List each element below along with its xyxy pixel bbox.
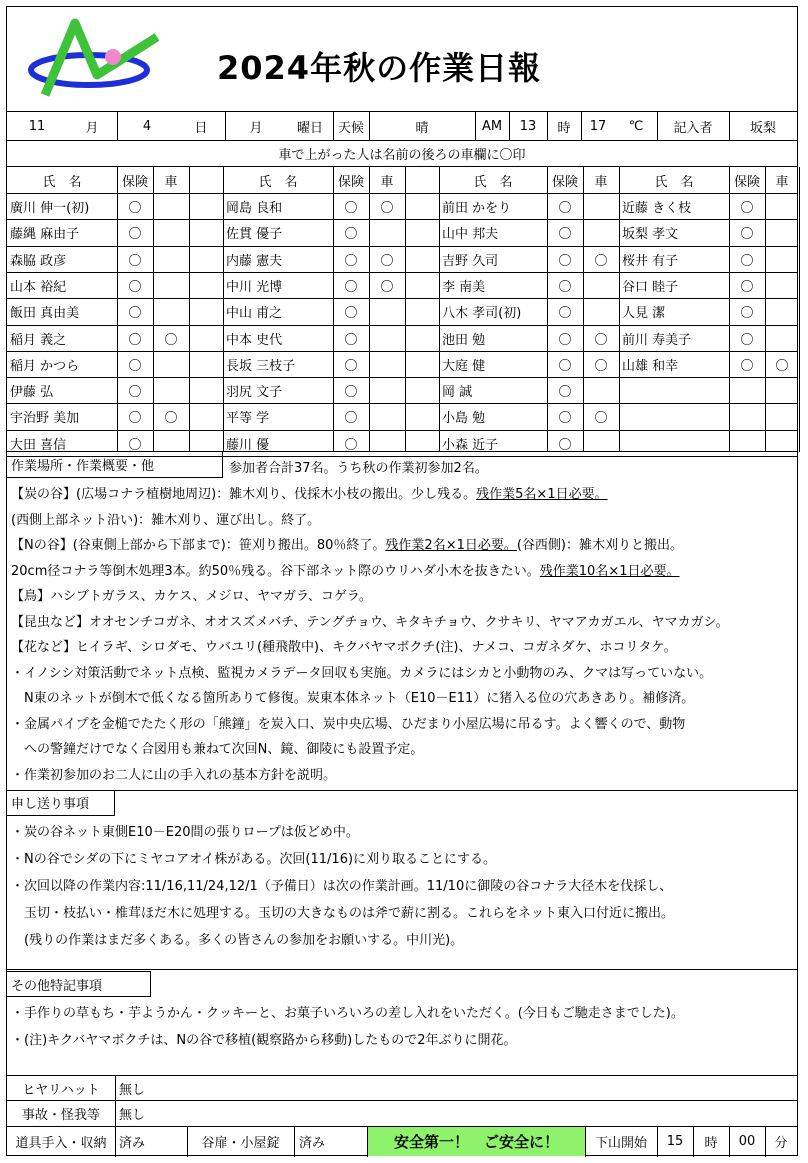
roster-name: 廣川 伸一(初) [10,200,90,216]
roster-car-mark [583,193,619,219]
roster-name: 稲月 かつら [10,358,80,374]
work-line-text: 【昆虫など】オオセンチコガネ、オオスズメバチ、テングチョウ、キタキチョウ、クサキリ、ヤマアカガエル、ヤマカガシ。 [11,614,729,630]
roster-car-mark: 〇 [594,358,608,374]
hiyari-label: ヒヤリハット [22,1082,100,1098]
roster-header-car: 車 [594,174,608,190]
roster-name: 人見 潔 [622,305,666,321]
roster-car-mark [369,403,405,429]
roster-name [622,377,729,403]
roster-car-mark [153,246,189,272]
roster-name: 小森 近子 [442,437,499,453]
roster-insurance-mark: 〇 [558,279,572,295]
roster-insurance-mark [729,377,765,403]
report-sheet [6,6,798,1156]
roster-insurance-mark: 〇 [558,410,572,426]
roster-header-insurance: 保険 [551,174,578,190]
roster-car-mark: 〇 [164,332,178,348]
weekday-value: 月 [249,120,263,136]
roster-car-mark [583,219,619,245]
work-line [11,483,608,502]
other-label: その他特記事項 [7,971,151,997]
roster-insurance-mark: 〇 [740,226,754,242]
roster-insurance-mark: 〇 [344,200,358,216]
roster-name: 小島 勉 [442,410,486,426]
roster-insurance-mark: 〇 [740,332,754,348]
roster-car-mark [765,325,799,351]
temp-value: 17 [589,118,607,134]
roster-header-insurance: 保険 [337,174,364,190]
roster-name: 中山 甫之 [226,305,283,321]
roster-name: 羽尻 文子 [226,384,283,400]
roster-car-mark [765,403,799,429]
roster-name: 中本 史代 [226,332,283,348]
weekday-label: 曜日 [296,120,323,136]
handover-line: ・炭の谷ネット東側E10－E20間の張りロープは仮どめ中。 [11,825,359,840]
roster-insurance-mark: 〇 [344,226,358,242]
roster-name: 長坂 三枝子 [226,358,296,374]
roster-name: 八木 孝司(初) [442,305,522,321]
roster-name: 中川 光博 [226,279,283,295]
roster-insurance-mark: 〇 [558,437,572,453]
roster-insurance-mark: 〇 [128,279,142,295]
roster-car-mark [765,193,799,219]
work-line-text: 【炭の谷】(広場コナラ植樹地周辺)：雑木刈り、伐採木小枝の搬出。少し残る。 [11,487,477,502]
roster-car-mark [153,272,189,298]
work-line [11,738,423,757]
roster-insurance-mark: 〇 [344,332,358,348]
day-label: 日 [194,120,208,136]
roster-car-mark [153,193,189,219]
recorder-value: 坂梨 [749,120,776,136]
page-title: 2024年秋の作業日報 [217,49,542,87]
roster-insurance-mark: 〇 [558,226,572,242]
roster-header-name: 氏 名 [258,174,298,190]
roster-car-mark [153,298,189,324]
descent-label: 下山開始 [594,1136,647,1151]
work-line [11,585,372,604]
roster-insurance-mark: 〇 [344,358,358,374]
work-line-text: 20cm径コナラ等倒木処理3本。約50％残る。谷下部ネット際のウリハダ小木を抜きたい。 [11,563,540,579]
roster-car-mark [369,351,405,377]
roster-name: 伊藤 弘 [10,384,54,400]
hour-unit: 時 [704,1136,718,1151]
work-line-underlined: 残作業5名×1日必要。 [476,487,608,502]
safety-banner: 安全第一！ ご安全に！ [368,1127,585,1156]
tools-label: 道具手入・収納 [15,1136,107,1151]
roster-insurance-mark: 〇 [740,305,754,321]
roster-insurance-mark: 〇 [740,358,754,374]
roster-name: 宇治野 美加 [10,410,80,426]
roster-name: 山雄 和幸 [622,358,679,374]
roster-car-mark: 〇 [380,200,394,216]
roster-insurance-mark: 〇 [128,384,142,400]
work-line-text: ・イノシシ対策活動でネット点検、監視カメラデータ回収も実施。カメラにはシカと小動物のみ、クマは写っていない。 [11,665,713,681]
roster-name: 飯田 真由美 [10,305,80,321]
roster-name: 大田 喜信 [10,437,67,453]
gate-label: 谷扉・小屋錠 [201,1136,280,1151]
descent-minute: 00 [738,1134,756,1149]
hour-value: 13 [519,118,537,134]
roster-name: 前田 かをり [442,200,512,216]
hiyari-value: 無し [119,1082,146,1098]
roster-name: 岡 誠 [442,384,473,400]
roster-name: 李 南美 [442,279,486,295]
roster-car-mark [583,430,619,456]
roster-car-mark [153,377,189,403]
roster-insurance-mark: 〇 [740,200,754,216]
roster-car-mark [583,272,619,298]
handover-line: (残りの作業はまだ多くある。多くの皆さんの参加をお願いする。中川光)。 [11,933,464,948]
accident-value: 無し [119,1108,146,1123]
roster-car-mark [369,377,405,403]
roster-header-car: 車 [164,174,178,190]
roster-car-mark [765,219,799,245]
roster-name: 藤縄 麻由子 [10,226,80,242]
roster-car-mark [153,351,189,377]
roster-insurance-mark: 〇 [558,200,572,216]
roster-insurance-mark: 〇 [128,410,142,426]
work-line [11,509,320,528]
roster-insurance-mark [729,403,765,429]
hour-label: 時 [557,120,571,136]
roster-car-mark [369,298,405,324]
roster-car-mark [765,272,799,298]
roster-header-name: 氏 名 [473,174,513,190]
roster-car-mark: 〇 [380,253,394,269]
roster-insurance-mark: 〇 [344,253,358,269]
roster-insurance-mark: 〇 [344,279,358,295]
roster-name: 前川 寿美子 [622,332,692,348]
roster-name [622,430,729,456]
work-line [11,636,677,655]
weather-label: 天候 [337,120,364,136]
roster-insurance-mark: 〇 [128,358,142,374]
roster-name: 吉野 久司 [442,253,499,269]
roster-insurance-mark: 〇 [558,305,572,321]
descent-hour: 15 [666,1134,684,1149]
roster-insurance-mark: 〇 [740,279,754,295]
work-line-text: (谷西側)：雑木刈りと搬出。 [516,538,684,553]
roster-car-mark: 〇 [775,358,789,374]
roster-insurance-mark: 〇 [344,437,358,453]
roster-insurance-mark: 〇 [740,253,754,269]
work-line-text: 【Nの谷】(谷東側上部から下部まで)：笹刈り搬出。80％終了。 [11,538,386,553]
work-line-text: 【鳥】ハシブトガラス、カケス、メジロ、ヤマガラ、コゲラ。 [11,589,372,604]
work-line [11,534,683,553]
roster-insurance-mark: 〇 [128,332,142,348]
roster-name: 近藤 きく枝 [622,200,692,216]
minute-unit: 分 [774,1136,788,1151]
roster-car-mark [153,219,189,245]
work-line [11,560,680,579]
day-value: 4 [142,118,152,134]
roster-car-mark: 〇 [380,279,394,295]
work-line-underlined: 残作業10名×1日必要。 [539,563,680,579]
work-line-underlined: 残作業2名×1日必要。 [385,538,517,553]
accident-label: 事故・怪我等 [21,1108,100,1123]
recorder-label: 記入者 [673,120,713,136]
work-line-text: ・作業初参加のお二人に山の手入れの基本方針を説明。 [11,767,337,783]
ampm-value: AM [481,118,503,134]
roster-car-mark [583,298,619,324]
car-note: 車で上がった人は名前の後ろの車欄に〇印 [278,148,526,163]
other-line: ・(注)キクバヤマボクチは、Nの谷で移植(観察路から移動)したもので2年ぶりに開花。 [11,1033,517,1048]
other-line: ・手作りの草もち・芋ようかん・クッキーと、お菓子いろいろの差し入れをいただく。(今日もご馳走さまでした)。 [11,1006,684,1021]
roster-car-mark: 〇 [164,410,178,426]
roster-car-mark [765,430,799,456]
roster-car-mark [765,246,799,272]
roster-insurance-mark: 〇 [344,410,358,426]
roster-car-mark: 〇 [594,410,608,426]
roster-header-insurance: 保険 [121,174,148,190]
roster-name: 佐貫 優子 [226,226,283,242]
roster-name: 森脇 政彦 [10,253,67,269]
roster-car-mark [583,377,619,403]
roster-header-car: 車 [380,174,394,190]
roster-car-mark: 〇 [594,332,608,348]
roster-insurance-mark: 〇 [558,384,572,400]
roster-name: 谷口 睦子 [622,279,679,295]
handover-line: ・Nの谷でシダの下にミヤコアオイ株がある。次回(11/16)に刈り取ることにする。 [11,852,497,867]
roster-insurance-mark: 〇 [558,332,572,348]
roster-insurance-mark: 〇 [344,305,358,321]
roster-name: 坂梨 孝文 [622,226,679,242]
weather-value: 晴 [415,120,429,136]
roster-insurance-mark: 〇 [344,384,358,400]
work-label: 作業場所・作業概要・他 [7,451,223,478]
roster-name: 山中 邦夫 [442,226,499,242]
work-line-text: (西側上部ネット沿い)：雑木刈り、運び出し。終了。 [11,512,321,528]
roster-name: 稲月 義之 [10,332,67,348]
handover-line: ・次回以降の作業内容:11/16,11/24,12/1（予備日）は次の作業計画。11/10に御陵の谷コナラ大径木を伐採し、 [11,879,673,894]
handover-line: 玉切・枝払い・椎茸ほだ木に処理する。玉切の大きなものは斧で薪に割る。これらをネット東入口付近に搬出。 [11,906,675,921]
roster-header-name: 氏 名 [654,174,694,190]
roster-car-mark [765,298,799,324]
roster-insurance-mark: 〇 [558,253,572,269]
work-line [11,687,694,706]
work-line-text: への警鐘だけでなく合図用も兼ねて次回N、鏡、御陵にも設置予定。 [11,742,424,757]
month-value: 11 [28,118,46,134]
roster-insurance-mark [729,430,765,456]
roster-insurance-mark: 〇 [558,358,572,374]
roster-car-mark [369,430,405,456]
roster-header-name: 氏 名 [42,174,82,190]
tools-value: 済み [119,1136,146,1151]
roster-name: 平等 学 [226,410,270,426]
roster-header-car: 車 [775,174,789,190]
roster-name [622,403,729,429]
roster-insurance-mark: 〇 [128,253,142,269]
roster-car-mark: 〇 [594,253,608,269]
work-line [11,611,729,630]
roster-car-mark [765,377,799,403]
work-line [11,764,336,783]
work-line-text: N東のネットが倒木で低くなる箇所ありて修復。炭東本体ネット（E10－E11）に猪入る位の穴あきあり。補修済。 [11,691,695,706]
roster-name: 岡島 良和 [226,200,283,216]
month-label: 月 [85,120,99,136]
work-summary: 参加者合計37名。うち秋の作業初参加2名。 [229,461,488,476]
work-line-text: ・金属パイプを金槌でたたく形の「熊鐘」を炭入口、炭中央広場、ひだまり小屋広場に吊るす。よく響くので、動物 [11,716,686,732]
roster-name: 池田 勉 [442,332,486,348]
roster-name: 桜井 有子 [622,253,679,269]
roster-header-insurance: 保険 [733,174,760,190]
logo-mark-icon [25,15,165,105]
work-line [11,713,685,732]
roster-car-mark [369,219,405,245]
roster-name: 大庭 健 [442,358,486,374]
roster-insurance-mark: 〇 [128,226,142,242]
roster-name: 藤川 優 [226,437,270,453]
roster-insurance-mark: 〇 [128,200,142,216]
handover-label: 申し送り事項 [7,790,115,816]
roster-insurance-mark: 〇 [128,305,142,321]
roster-name: 内藤 憲夫 [226,253,283,269]
roster-insurance-mark: 〇 [128,437,142,453]
temp-unit: ℃ [628,118,644,134]
work-line [11,662,712,681]
logo [25,15,165,105]
roster-car-mark [369,325,405,351]
work-line-text: 【花など】ヒイラギ、シロダモ、ウバユリ(種飛散中)、キクバヤマボクチ(注)、ナメコ、コガネダケ、ホコリタケ。 [11,640,677,655]
roster-name: 山本 裕紀 [10,279,67,295]
gate-value: 済み [299,1136,326,1151]
